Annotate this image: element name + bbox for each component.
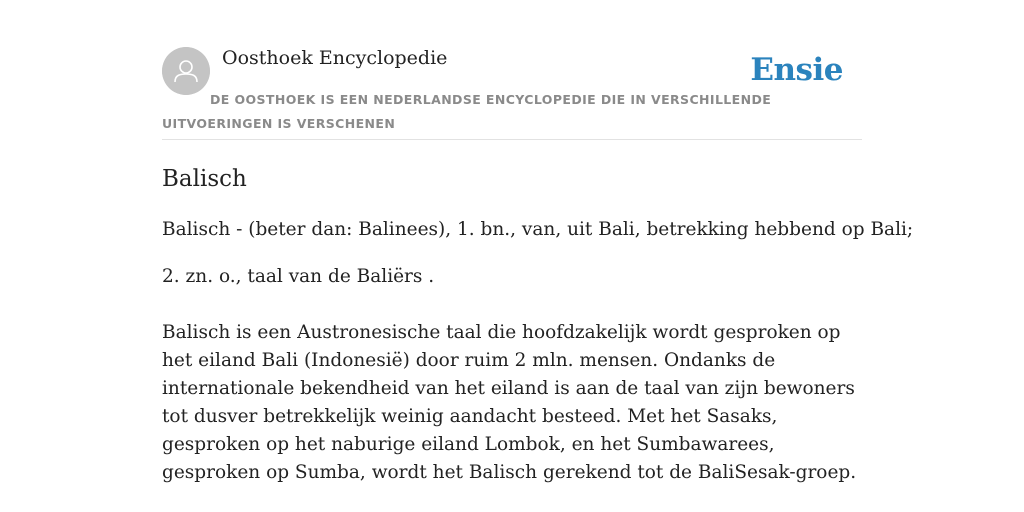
article-paragraph: Balisch - (beter dan: Balinees), 1. bn., van, uit Bali, betrekking hebbend op Bali; [162, 219, 914, 240]
page-container [162, 0, 914, 483]
author-name[interactable]: Oosthoek Encyclopedie [222, 47, 448, 69]
site-logo[interactable]: Ensie [750, 52, 843, 88]
article-title: Balisch [162, 166, 247, 192]
article-paragraph: Balisch is een Austronesische taal die hoofdzakelijk wordt gesproken op het eiland Bali (Indonesië) door ruim 2 mln. mensen. Ondanks de internationale bekendheid van het eiland is aan de taal van zijn bewoners tot dusver betrekkelijk weinig aandacht besteed. Met het Sasaks, gesproken op het naburige eiland Lombok, en het Sumbawarees, gesproken op Sumba, wordt het Balisch gerekend tot de BaliSesak-groep. [162, 322, 857, 483]
page-header [162, 0, 862, 140]
article-paragraph: 2. zn. o., taal van de Baliërs . [162, 266, 435, 287]
author-description: DE OOSTHOEK IS EEN NEDERLANDSE ENCYCLOPEDIE DIE IN VERSCHILLENDE UITVOERINGEN IS VERSCHENEN [162, 92, 772, 131]
